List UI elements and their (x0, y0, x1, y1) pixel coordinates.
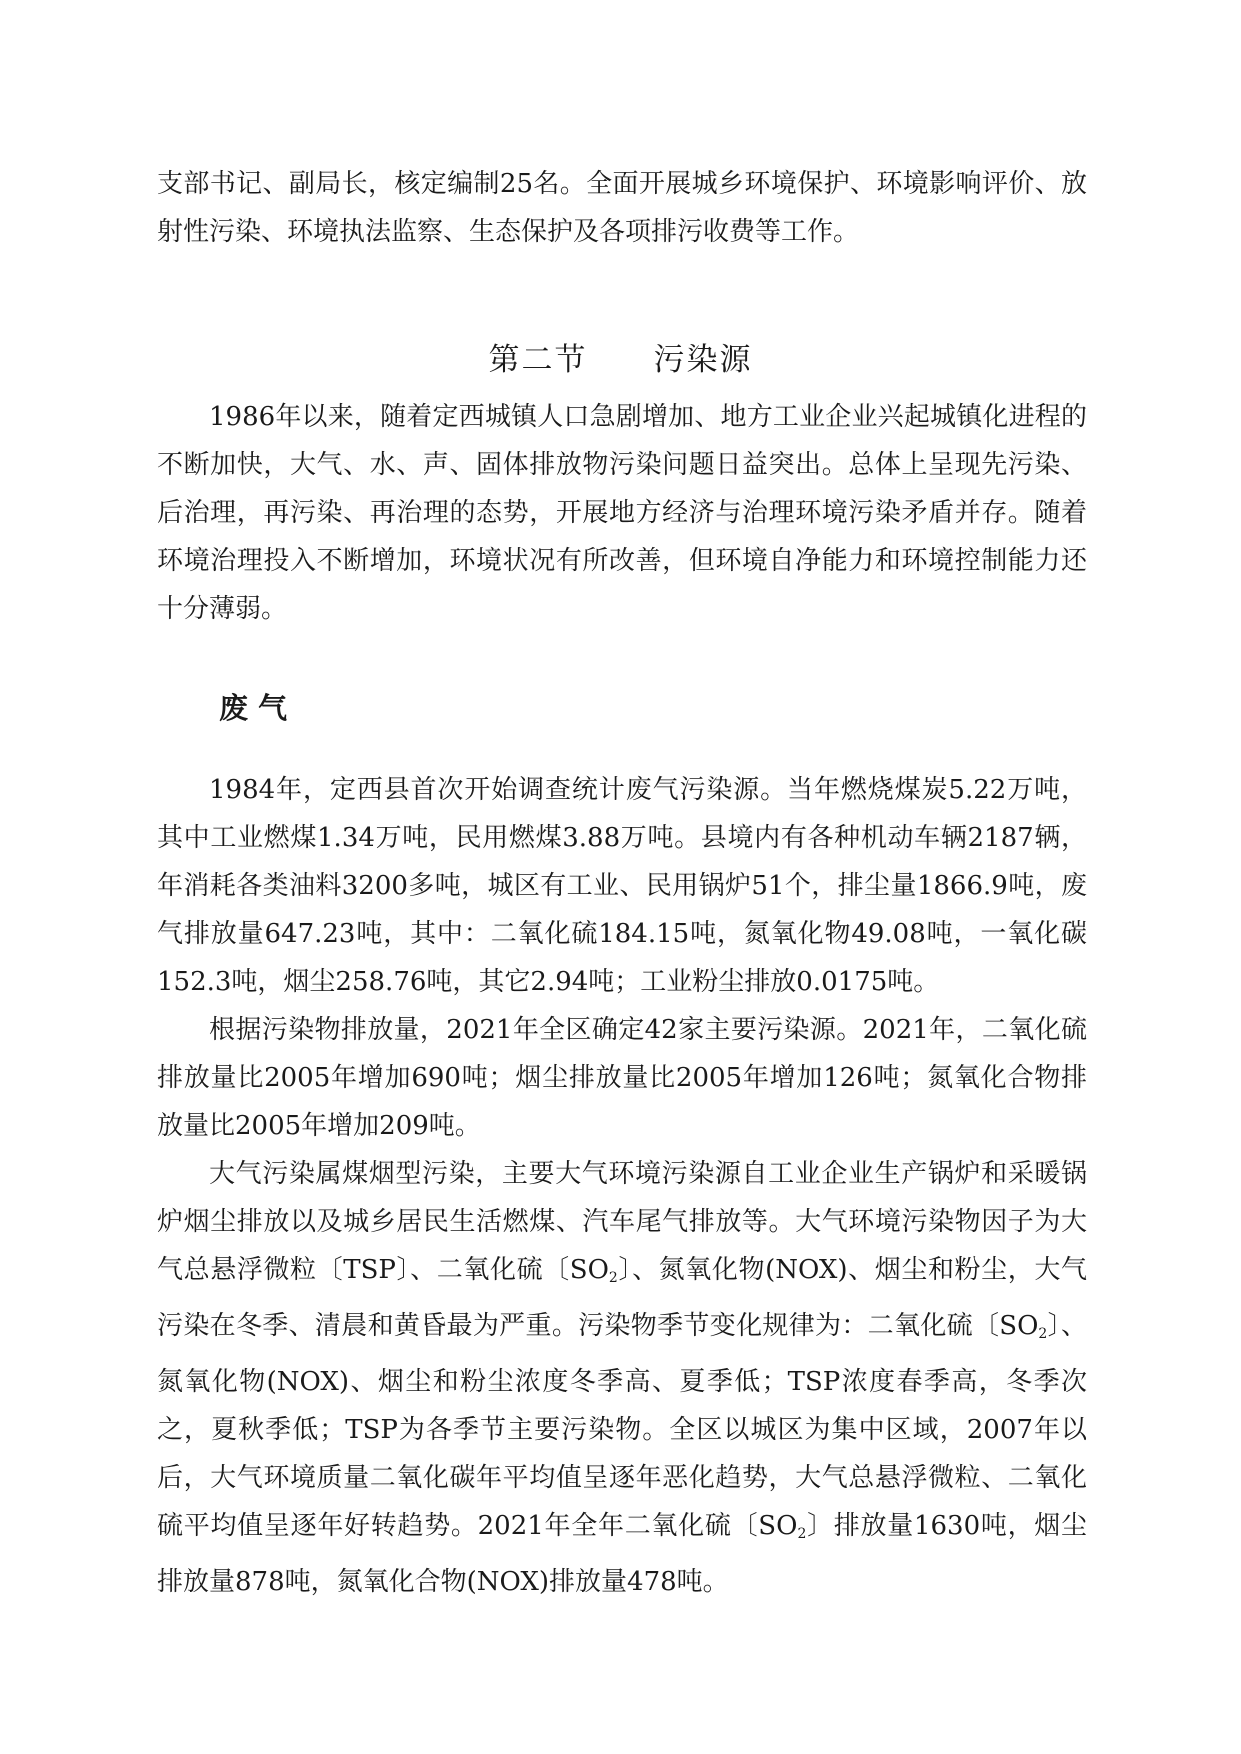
body-block (157, 766, 1087, 1606)
continuation-block (157, 160, 1087, 256)
intro-paragraph: 1986年以来，随着定西城镇人口急剧增加、地方工业企业兴起城镇化进程的不断加快，大气、水、声、固体排放物污染问题日益突出。总体上呈现先污染、后治理，再污染、再治理的态势，开展地方经济与治理环境污染矛盾并存。随着环境治理投入不断增加，环境状况有所改善，但环境自净能力和环境控制能力还十分薄弱。 (157, 402, 1087, 624)
paragraph-1984-survey: 1984年，定西县首次开始调查统计废气污染源。当年燃烧煤炭5.22万吨，其中工业燃煤1.34万吨，民用燃煤3.88万吨。县境内有各种机动车辆2187辆，年消耗各类油料3200多吨，城区有工业、民用锅炉51个，排尘量1866.9吨，废气排放量647.23吨，其中：二氧化硫184.15吨，氮氧化物49.08吨，一氧化碳152.3吨，烟尘258.76吨，其它2.94吨；工业粉尘排放0.0175吨。 (157, 775, 1087, 997)
air-text-1: 大气污染属煤烟型污染，主要大气环境污染源自工业企业生产锅炉和采暖锅炉烟尘排放以及城乡居民生活燃煤、汽车尾气排放等。大气环境污染物因子为大气总悬浮微粒〔TSP〕、二氧化硫〔SO (157, 1159, 1087, 1285)
paragraph-2021-sources: 根据污染物排放量，2021年全区确定42家主要污染源。2021年，二氧化硫排放量比2005年增加690吨；烟尘排放量比2005年增加126吨；氮氧化合物排放量比2005年增加209吨。 (157, 1015, 1087, 1141)
air-text-4: 〕排放量1630吨，烟尘排放量878吨，氮氧化合物(NOX)排放量478吨。 (157, 1511, 1088, 1597)
subheading-waste-gas: 废 气 (219, 691, 288, 725)
subscript-so2: 2 (1038, 1326, 1048, 1342)
subscript-so2: 2 (608, 1270, 618, 1286)
paragraph-air-pollution (157, 1150, 1087, 1606)
air-text-3: 〕、氮氧化物(NOX)、烟尘和粉尘浓度冬季高、夏季低；TSP浓度春季高，冬季次之，夏秋季低；TSP为各季节主要污染物。全区以城区为集中区域，2007年以后，大气环境质量二氧化碳年平均值呈逐年恶化趋势，大气总悬浮微粒、二氧化硫平均值呈逐年好转趋势。2021年全年二氧化硫〔SO (157, 1311, 1087, 1541)
air-text-2: 〕、氮氧化物(NOX)、烟尘和粉尘，大气污染在冬季、清晨和黄昏最为严重。污染物季节变化规律为：二氧化硫〔SO (157, 1255, 1087, 1341)
section-title: 第二节 污染源 (488, 342, 753, 378)
intro-block (157, 393, 1087, 633)
subscript-so2: 2 (797, 1526, 807, 1542)
continuation-paragraph: 支部书记、副局长，核定编制25名。全面开展城乡环境保护、环境影响评价、放射性污染、环境执法监察、生态保护及各项排污收费等工作。 (157, 169, 1087, 247)
